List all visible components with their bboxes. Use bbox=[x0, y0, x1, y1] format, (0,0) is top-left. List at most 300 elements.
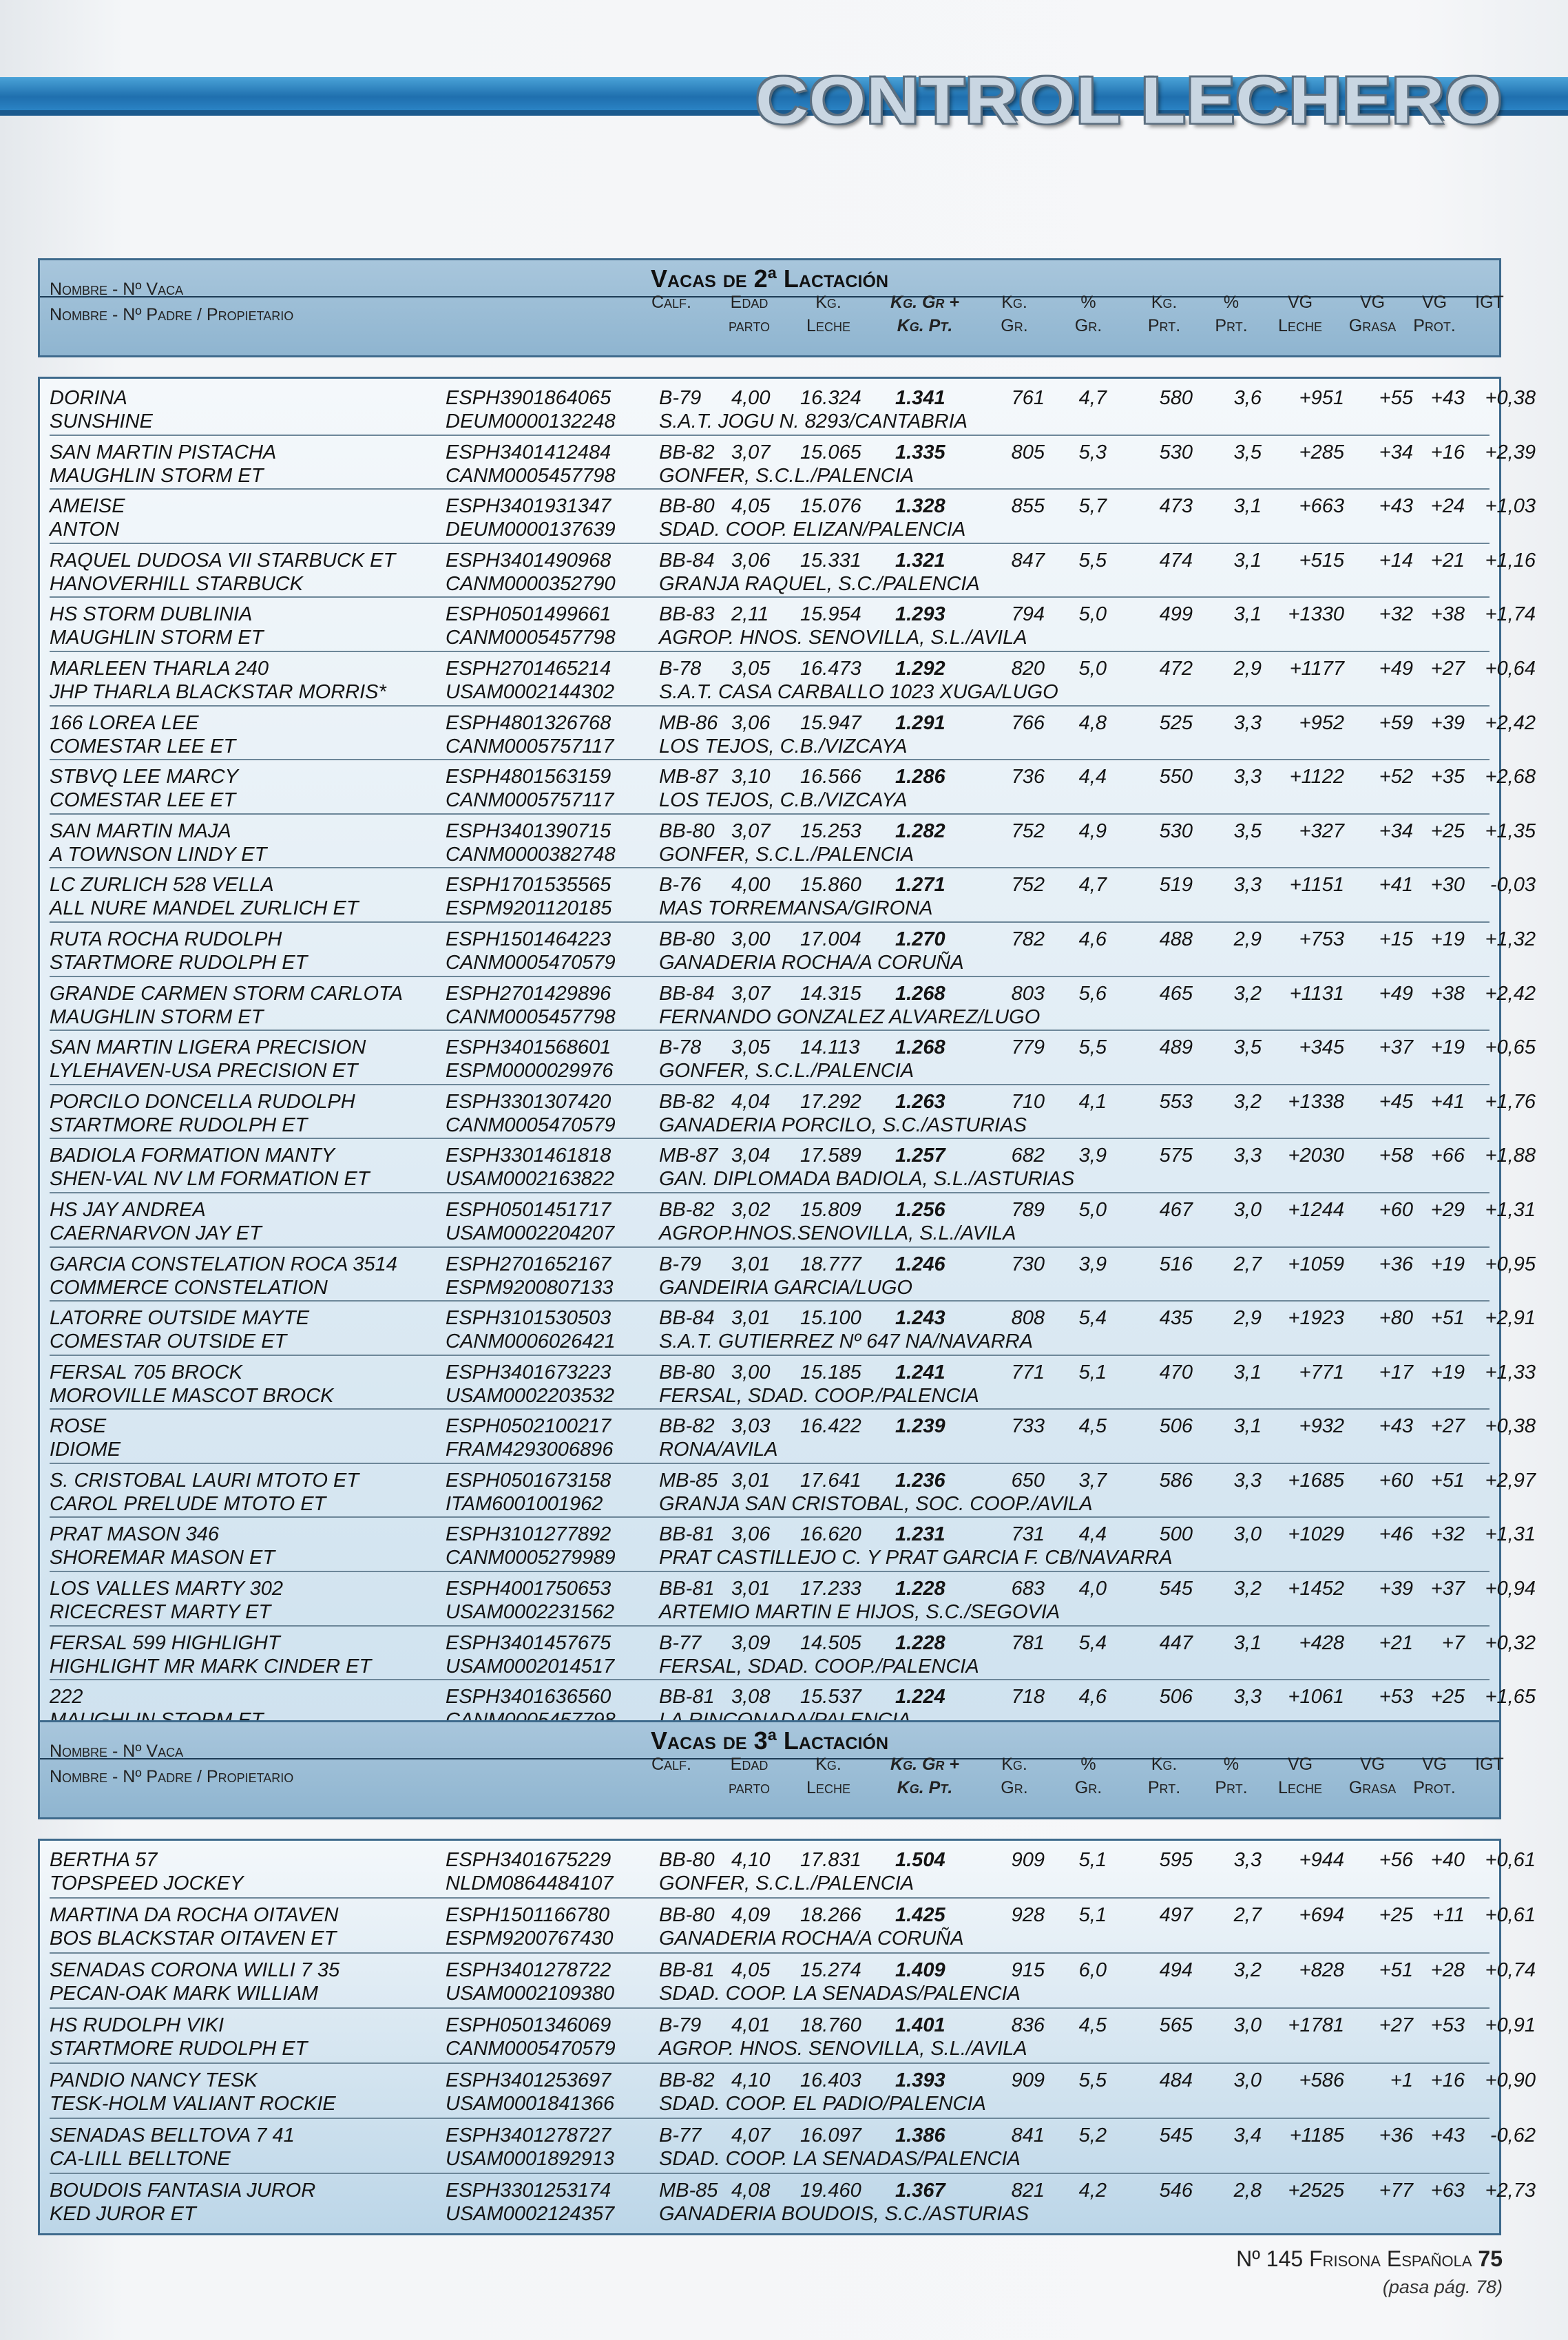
fat-kg: 771 bbox=[1011, 1361, 1045, 1383]
sire-registration: FRAM4293006896 bbox=[446, 1439, 614, 1461]
igt-index: +2,73 bbox=[1485, 2180, 1536, 2202]
sire-registration: CANM0005470579 bbox=[446, 1114, 616, 1136]
calving-age: 3,07 bbox=[731, 441, 771, 463]
igt-index: +1,65 bbox=[1485, 1686, 1536, 1709]
classification: BB-84 bbox=[659, 549, 715, 572]
fat-plus-protein-kg: 1.270 bbox=[895, 928, 945, 950]
vg-milk: +1151 bbox=[1289, 874, 1344, 897]
column-header-igt: IGT bbox=[1475, 1755, 1504, 1774]
classification: B-79 bbox=[659, 387, 702, 409]
vg-milk: +1131 bbox=[1289, 982, 1344, 1005]
milk-kg: 17.831 bbox=[800, 1849, 861, 1871]
vg-milk: +345 bbox=[1299, 1036, 1344, 1059]
cow-registration: ESPH0501451717 bbox=[446, 1198, 611, 1221]
table-row bbox=[50, 815, 1536, 869]
milk-kg: 16.473 bbox=[800, 657, 861, 680]
protein-percent: 3,0 bbox=[1233, 2014, 1262, 2036]
vg-fat: +14 bbox=[1379, 549, 1413, 572]
calving-age: 3,06 bbox=[731, 711, 771, 734]
fat-percent: 4,2 bbox=[1078, 2180, 1107, 2202]
cow-registration: ESPH4001750653 bbox=[446, 1578, 611, 1600]
table-row bbox=[50, 1356, 1536, 1410]
vg-protein: +53 bbox=[1430, 2014, 1465, 2036]
sire-name: MOROVILLE MASCOT BROCK bbox=[50, 1384, 334, 1407]
vg-milk: +663 bbox=[1299, 495, 1344, 518]
milk-kg: 17.589 bbox=[800, 1145, 861, 1167]
protein-percent: 3,5 bbox=[1233, 441, 1262, 463]
owner: MAS TORREMANSA/GIRONA bbox=[659, 897, 933, 920]
vg-milk: +944 bbox=[1299, 1849, 1344, 1871]
cow-name: ROSE bbox=[50, 1415, 107, 1438]
column-header-vg_milk bbox=[1262, 291, 1338, 337]
sire-registration: CANM0005757117 bbox=[446, 735, 614, 758]
fat-kg: 928 bbox=[1011, 1904, 1045, 1926]
calving-age: 3,06 bbox=[731, 1523, 771, 1546]
igt-index: +1,03 bbox=[1485, 495, 1536, 518]
column-header-line: VG bbox=[1359, 293, 1386, 312]
calving-age: 3,09 bbox=[731, 1631, 771, 1654]
sire-name: CAROL PRELUDE MTOTO ET bbox=[50, 1492, 326, 1515]
column-header-prot_pct bbox=[1204, 1753, 1259, 1799]
milk-kg: 18.777 bbox=[800, 1253, 861, 1275]
column-header-line: Grasa bbox=[1348, 316, 1397, 335]
vg-protein: +63 bbox=[1430, 2180, 1465, 2202]
cow-registration: ESPH3301461818 bbox=[446, 1145, 611, 1167]
vg-protein: +25 bbox=[1430, 819, 1465, 842]
igt-index: +0,94 bbox=[1485, 1578, 1536, 1600]
column-header-milk bbox=[791, 291, 866, 337]
milk-kg: 17.292 bbox=[800, 1090, 861, 1113]
fat-kg: 794 bbox=[1011, 603, 1045, 626]
fat-plus-protein-kg: 1.291 bbox=[895, 711, 945, 734]
fat-plus-protein-kg: 1.292 bbox=[895, 657, 945, 680]
column-header-line: % bbox=[1080, 293, 1096, 312]
table-row bbox=[50, 868, 1536, 923]
table-row bbox=[50, 382, 1536, 436]
calving-age: 3,07 bbox=[731, 819, 771, 842]
table-row bbox=[50, 1954, 1536, 2009]
column-header-igt: IGT bbox=[1475, 293, 1504, 312]
fat-kg: 731 bbox=[1011, 1523, 1045, 1546]
protein-percent: 3,3 bbox=[1233, 1469, 1262, 1492]
protein-percent: 3,2 bbox=[1233, 982, 1262, 1005]
milk-kg: 15.100 bbox=[800, 1307, 861, 1330]
igt-index: -0,62 bbox=[1489, 2124, 1536, 2146]
vg-milk: +2030 bbox=[1288, 1145, 1344, 1167]
fat-plus-protein-kg: 1.256 bbox=[895, 1198, 945, 1221]
owner: FERSAL, SDAD. COOP./PALENCIA bbox=[659, 1384, 979, 1407]
cow-name: GARCIA CONSTELATION ROCA 3514 bbox=[50, 1253, 397, 1275]
sire-name: COMESTAR LEE ET bbox=[50, 789, 236, 812]
igt-index: +0,61 bbox=[1485, 1849, 1536, 1871]
column-header-fat_kg bbox=[983, 1753, 1045, 1799]
classification: BB-81 bbox=[659, 1686, 715, 1709]
protein-kg: 494 bbox=[1159, 1959, 1193, 1981]
milk-kg: 16.324 bbox=[800, 387, 861, 409]
fat-kg: 808 bbox=[1011, 1307, 1045, 1330]
protein-kg: 519 bbox=[1159, 874, 1193, 897]
fat-kg: 682 bbox=[1011, 1145, 1045, 1167]
fat-kg: 836 bbox=[1011, 2014, 1045, 2036]
fat-percent: 5,0 bbox=[1078, 657, 1107, 680]
vg-fat: +60 bbox=[1379, 1469, 1413, 1492]
table-row bbox=[50, 1302, 1536, 1356]
table-row bbox=[50, 1139, 1536, 1193]
fat-percent: 5,1 bbox=[1078, 1361, 1107, 1383]
owner: LOS TEJOS, C.B./VIZCAYA bbox=[659, 789, 908, 812]
fat-percent: 3,9 bbox=[1078, 1145, 1107, 1167]
vg-fat: +49 bbox=[1379, 657, 1413, 680]
milk-kg: 17.641 bbox=[800, 1469, 861, 1492]
vg-protein: +51 bbox=[1430, 1307, 1465, 1330]
vg-milk: +1029 bbox=[1288, 1523, 1344, 1546]
calving-age: 3,03 bbox=[731, 1415, 771, 1438]
sire-name: IDIOME bbox=[50, 1439, 121, 1461]
owner: GRANJA RAQUEL, S.C./PALENCIA bbox=[659, 572, 980, 595]
fat-percent: 5,7 bbox=[1078, 495, 1107, 518]
cow-registration: ESPH3901864065 bbox=[446, 387, 611, 409]
cow-name: 222 bbox=[50, 1686, 83, 1709]
cow-name: 166 LOREA LEE bbox=[50, 711, 199, 734]
fat-plus-protein-kg: 1.268 bbox=[895, 1036, 945, 1059]
column-header-line: Prot. bbox=[1413, 316, 1456, 335]
protein-kg: 472 bbox=[1159, 657, 1193, 680]
sire-registration: CANM0005470579 bbox=[446, 2038, 616, 2060]
fat-kg: 909 bbox=[1011, 2069, 1045, 2091]
column-header-line: VG bbox=[1287, 293, 1313, 312]
cow-name: FERSAL 705 BROCK bbox=[50, 1361, 242, 1383]
column-header-line: VG bbox=[1421, 1755, 1447, 1774]
sire-name: PECAN-OAK MARK WILLIAM bbox=[50, 1983, 318, 2005]
table-row bbox=[50, 760, 1536, 815]
igt-index: +2,42 bbox=[1485, 982, 1536, 1005]
protein-kg: 553 bbox=[1159, 1090, 1193, 1113]
cow-name: SAN MARTIN MAJA bbox=[50, 819, 231, 842]
classification: MB-85 bbox=[659, 1469, 718, 1492]
column-header-line: Leche bbox=[806, 1778, 850, 1797]
milk-kg: 14.505 bbox=[800, 1631, 861, 1654]
fat-kg: 847 bbox=[1011, 549, 1045, 572]
fat-percent: 4,7 bbox=[1078, 874, 1107, 897]
fat-plus-protein-kg: 1.268 bbox=[895, 982, 945, 1005]
calving-age: 3,01 bbox=[731, 1578, 771, 1600]
protein-percent: 2,9 bbox=[1233, 657, 1262, 680]
sire-name: STARTMORE RUDOLPH ET bbox=[50, 2038, 308, 2060]
milk-kg: 15.947 bbox=[800, 711, 861, 734]
table-row bbox=[50, 2009, 1536, 2064]
classification: BB-82 bbox=[659, 441, 715, 463]
table-row bbox=[50, 2119, 1536, 2174]
column-header-calf: Calf. bbox=[651, 1755, 691, 1774]
sire-name: SUNSHINE bbox=[50, 410, 153, 432]
calving-age: 3,01 bbox=[731, 1307, 771, 1330]
igt-index: +0,38 bbox=[1485, 1415, 1536, 1438]
vg-protein: +30 bbox=[1430, 874, 1465, 897]
fat-plus-protein-kg: 1.224 bbox=[895, 1686, 945, 1709]
cow-registration: ESPH3401253697 bbox=[446, 2069, 611, 2091]
protein-percent: 3,0 bbox=[1233, 1198, 1262, 1221]
cow-name: HS RUDOLPH VIKI bbox=[50, 2014, 224, 2036]
igt-index: +0,61 bbox=[1485, 1904, 1536, 1926]
sire-registration: USAM0002163822 bbox=[446, 1168, 615, 1191]
vg-protein: +19 bbox=[1430, 1361, 1465, 1383]
classification: BB-80 bbox=[659, 819, 715, 842]
protein-kg: 435 bbox=[1159, 1307, 1193, 1330]
milk-kg: 15.253 bbox=[800, 819, 861, 842]
sire-registration: USAM0001892913 bbox=[446, 2148, 615, 2170]
table-row bbox=[50, 1899, 1536, 1954]
table-header bbox=[38, 1720, 1504, 1819]
owner: AGROP. HNOS. SENOVILLA, S.L./AVILA bbox=[659, 2038, 1027, 2060]
igt-index: +0,64 bbox=[1485, 657, 1536, 680]
milk-kg: 15.860 bbox=[800, 874, 861, 897]
cow-name: RAQUEL DUDOSA VII STARBUCK ET bbox=[50, 549, 396, 572]
classification: B-79 bbox=[659, 2014, 702, 2036]
cow-name: DORINA bbox=[50, 387, 127, 409]
owner: GONFER, S.C.L./PALENCIA bbox=[659, 1060, 914, 1083]
vg-protein: +19 bbox=[1430, 1253, 1465, 1275]
sire-registration: ESPM9200767430 bbox=[446, 1928, 614, 1950]
table-title: Vacas de 2ª Lactación bbox=[651, 264, 888, 293]
cow-name-column-label: Nombre - Nº Vaca bbox=[50, 280, 184, 299]
fat-plus-protein-kg: 1.341 bbox=[895, 387, 945, 409]
sire-name: MAUGHLIN STORM ET bbox=[50, 1005, 264, 1028]
vg-milk: +1061 bbox=[1288, 1686, 1344, 1709]
vg-fat: +32 bbox=[1379, 603, 1413, 626]
igt-index: +0,95 bbox=[1485, 1253, 1536, 1275]
igt-index: +1,35 bbox=[1485, 819, 1536, 842]
owner: GANADERIA PORCILO, S.C./ASTURIAS bbox=[659, 1114, 1027, 1136]
igt-index: +2,39 bbox=[1485, 441, 1536, 463]
protein-percent: 3,3 bbox=[1233, 1145, 1262, 1167]
column-header-line: Edad bbox=[730, 1755, 769, 1774]
cow-name: SENADAS BELLTOVA 7 41 bbox=[50, 2124, 295, 2146]
fat-kg: 789 bbox=[1011, 1198, 1045, 1221]
protein-kg: 499 bbox=[1159, 603, 1193, 626]
owner: AGROP. HNOS. SENOVILLA, S.L./AVILA bbox=[659, 627, 1027, 649]
calving-age: 4,04 bbox=[731, 1090, 771, 1113]
fat-plus-protein-kg: 1.401 bbox=[895, 2014, 945, 2036]
owner: S.A.T. CASA CARBALLO 1023 XUGA/LUGO bbox=[659, 680, 1058, 703]
vg-milk: +1452 bbox=[1288, 1578, 1344, 1600]
cow-name: BOUDOIS FANTASIA JUROR bbox=[50, 2180, 316, 2202]
vg-milk: +828 bbox=[1299, 1959, 1344, 1981]
table-body bbox=[38, 1839, 1536, 2235]
igt-index: +2,68 bbox=[1485, 766, 1536, 788]
sire-registration: USAM0002109380 bbox=[446, 1983, 615, 2005]
table-row bbox=[50, 1410, 1536, 1464]
vg-milk: +932 bbox=[1299, 1415, 1344, 1438]
cow-registration: ESPH3101277892 bbox=[446, 1523, 611, 1546]
column-header-line: Kg. bbox=[815, 1755, 842, 1774]
milk-kg: 16.097 bbox=[800, 2124, 861, 2146]
cow-name: BADIOLA FORMATION MANTY bbox=[50, 1145, 335, 1167]
sire-name: HIGHLIGHT MR MARK CINDER ET bbox=[50, 1655, 372, 1678]
cow-registration: ESPH4801563159 bbox=[446, 766, 611, 788]
vg-fat: +45 bbox=[1379, 1090, 1413, 1113]
calving-age: 4,05 bbox=[731, 495, 771, 518]
milk-kg: 15.076 bbox=[800, 495, 861, 518]
vg-fat: +36 bbox=[1379, 1253, 1413, 1275]
vg-fat: +34 bbox=[1379, 441, 1413, 463]
vg-protein: +29 bbox=[1430, 1198, 1465, 1221]
vg-fat: +60 bbox=[1379, 1198, 1413, 1221]
cow-name-column-label: Nombre - Nº Vaca bbox=[50, 1742, 184, 1761]
table-row bbox=[50, 544, 1536, 598]
fat-percent: 4,5 bbox=[1078, 1415, 1107, 1438]
fat-percent: 5,4 bbox=[1078, 1631, 1107, 1654]
protein-percent: 3,2 bbox=[1233, 1090, 1262, 1113]
classification: BB-80 bbox=[659, 1361, 715, 1383]
sire-registration: USAM0002204207 bbox=[446, 1222, 615, 1244]
igt-index: +0,65 bbox=[1485, 1036, 1536, 1059]
cow-registration: ESPH0501499661 bbox=[446, 603, 611, 626]
sire-name: COMESTAR LEE ET bbox=[50, 735, 236, 758]
cow-registration: ESPH0501346069 bbox=[446, 2014, 611, 2036]
fat-plus-protein-kg: 1.504 bbox=[895, 1849, 945, 1871]
classification: BB-80 bbox=[659, 1904, 715, 1926]
cow-registration: ESPH2701652167 bbox=[446, 1253, 611, 1275]
vg-protein: +41 bbox=[1430, 1090, 1465, 1113]
column-header-vg_fat bbox=[1338, 1753, 1407, 1799]
owner: GONFER, S.C.L./PALENCIA bbox=[659, 464, 914, 487]
sire-name: A TOWNSON LINDY ET bbox=[50, 843, 267, 866]
sire-owner-column-label: Nombre - Nº Padre / Propietario bbox=[50, 1767, 294, 1786]
protein-kg: 545 bbox=[1159, 2124, 1193, 2146]
protein-percent: 2,8 bbox=[1233, 2180, 1262, 2202]
fat-percent: 5,0 bbox=[1078, 1198, 1107, 1221]
calving-age: 4,10 bbox=[731, 1849, 771, 1871]
owner: GANADERIA ROCHA/A CORUÑA bbox=[659, 1928, 964, 1950]
sire-registration: CANM0005457798 bbox=[446, 1005, 616, 1028]
sire-name: ALL NURE MANDEL ZURLICH ET bbox=[50, 897, 359, 920]
column-header-age bbox=[711, 291, 787, 337]
sire-name: MAUGHLIN STORM ET bbox=[50, 464, 264, 487]
vg-protein: +16 bbox=[1430, 441, 1465, 463]
cow-name: SAN MARTIN LIGERA PRECISION bbox=[50, 1036, 366, 1059]
calving-age: 4,01 bbox=[731, 2014, 771, 2036]
cow-registration: ESPH3301253174 bbox=[446, 2180, 611, 2202]
vg-milk: +753 bbox=[1299, 928, 1344, 950]
sire-name: STARTMORE RUDOLPH ET bbox=[50, 951, 308, 974]
fat-percent: 4,5 bbox=[1078, 2014, 1107, 2036]
column-header-fat_pct bbox=[1063, 291, 1114, 337]
sire-name: COMMERCE CONSTELATION bbox=[50, 1276, 328, 1299]
cow-name: HS JAY ANDREA bbox=[50, 1198, 206, 1221]
fat-plus-protein-kg: 1.257 bbox=[895, 1145, 945, 1167]
calving-age: 3,01 bbox=[731, 1469, 771, 1492]
fat-plus-protein-kg: 1.293 bbox=[895, 603, 945, 626]
milk-kg: 18.266 bbox=[800, 1904, 861, 1926]
vg-protein: +24 bbox=[1430, 495, 1465, 518]
vg-fat: +77 bbox=[1379, 2180, 1413, 2202]
classification: BB-82 bbox=[659, 1415, 715, 1438]
protein-kg: 465 bbox=[1159, 982, 1193, 1005]
cow-registration: ESPH3401278727 bbox=[446, 2124, 611, 2146]
classification: B-78 bbox=[659, 657, 702, 680]
fat-plus-protein-kg: 1.263 bbox=[895, 1090, 945, 1113]
milk-kg: 15.185 bbox=[800, 1361, 861, 1383]
fat-plus-protein-kg: 1.335 bbox=[895, 441, 945, 463]
cow-name: PRAT MASON 346 bbox=[50, 1523, 220, 1546]
column-header-line: parto bbox=[728, 1778, 771, 1797]
milk-kg: 18.760 bbox=[800, 2014, 861, 2036]
calving-age: 4,00 bbox=[731, 874, 771, 897]
sire-name: MAUGHLIN STORM ET bbox=[50, 627, 264, 649]
igt-index: +1,31 bbox=[1485, 1523, 1536, 1546]
calving-age: 2,11 bbox=[731, 603, 769, 626]
vg-fat: +36 bbox=[1379, 2124, 1413, 2146]
sire-registration: USAM0002014517 bbox=[446, 1655, 615, 1678]
column-header-prot_kg bbox=[1131, 291, 1197, 337]
classification: B-77 bbox=[659, 2124, 702, 2146]
owner: AGROP.HNOS.SENOVILLA, S.L./AVILA bbox=[659, 1222, 1016, 1244]
vg-fat: +17 bbox=[1379, 1361, 1413, 1383]
table-row bbox=[50, 652, 1536, 707]
calving-age: 3,05 bbox=[731, 1036, 771, 1059]
protein-percent: 3,5 bbox=[1233, 1036, 1262, 1059]
owner: LOS TEJOS, C.B./VIZCAYA bbox=[659, 735, 908, 758]
vg-milk: +771 bbox=[1299, 1361, 1344, 1383]
classification: BB-81 bbox=[659, 1578, 715, 1600]
calving-age: 4,09 bbox=[731, 1904, 771, 1926]
vg-fat: +56 bbox=[1379, 1849, 1413, 1871]
vg-milk: +1185 bbox=[1289, 2124, 1344, 2146]
column-header-line: Gr. bbox=[1074, 316, 1102, 335]
vg-milk: +428 bbox=[1299, 1631, 1344, 1654]
fat-kg: 820 bbox=[1011, 657, 1045, 680]
vg-milk: +1177 bbox=[1289, 657, 1344, 680]
page-number: 75 bbox=[1478, 2246, 1503, 2271]
column-header-line: Kg. Pt. bbox=[897, 316, 953, 335]
vg-milk: +951 bbox=[1299, 387, 1344, 409]
column-header-line: Prt. bbox=[1215, 1778, 1248, 1797]
column-header-line: Gr. bbox=[1074, 1778, 1102, 1797]
owner: ARTEMIO MARTIN E HIJOS, S.C./SEGOVIA bbox=[659, 1601, 1060, 1624]
protein-kg: 575 bbox=[1159, 1145, 1193, 1167]
column-header-line: Kg. bbox=[1001, 293, 1027, 312]
igt-index: +0,38 bbox=[1485, 387, 1536, 409]
vg-protein: +37 bbox=[1430, 1578, 1465, 1600]
column-header-fat_prot bbox=[880, 1753, 970, 1799]
magazine-name: Frisona Española bbox=[1309, 2246, 1472, 2271]
cow-name: SENADAS CORONA WILLI 7 35 bbox=[50, 1959, 340, 1981]
owner: SDAD. COOP. ELIZAN/PALENCIA bbox=[659, 519, 966, 541]
cow-registration: ESPH3401931347 bbox=[446, 495, 611, 518]
vg-milk: +2525 bbox=[1288, 2180, 1344, 2202]
protein-kg: 545 bbox=[1159, 1578, 1193, 1600]
continued-note: (pasa pág. 78) bbox=[1382, 2277, 1503, 2297]
table-title: Vacas de 3ª Lactación bbox=[651, 1726, 888, 1755]
sire-registration: CANM0005279989 bbox=[446, 1547, 616, 1569]
milk-kg: 15.954 bbox=[800, 603, 861, 626]
calving-age: 3,05 bbox=[731, 657, 771, 680]
vg-milk: +1685 bbox=[1288, 1469, 1344, 1492]
owner: SDAD. COOP. EL PADIO/PALENCIA bbox=[659, 2093, 986, 2115]
sire-registration: USAM0002231562 bbox=[446, 1601, 615, 1624]
column-header-vg_milk bbox=[1262, 1753, 1338, 1799]
fat-kg: 736 bbox=[1011, 766, 1045, 788]
fat-percent: 5,2 bbox=[1078, 2124, 1107, 2146]
owner: SDAD. COOP. LA SENADAS/PALENCIA bbox=[659, 2148, 1021, 2170]
fat-plus-protein-kg: 1.393 bbox=[895, 2069, 945, 2091]
vg-fat: +39 bbox=[1379, 1578, 1413, 1600]
protein-kg: 586 bbox=[1159, 1469, 1193, 1492]
table-row bbox=[50, 1193, 1536, 1248]
column-header-line: Kg. Gr + bbox=[890, 1755, 959, 1774]
fat-plus-protein-kg: 1.386 bbox=[895, 2124, 945, 2146]
column-header-line: Kg. bbox=[1001, 1755, 1027, 1774]
